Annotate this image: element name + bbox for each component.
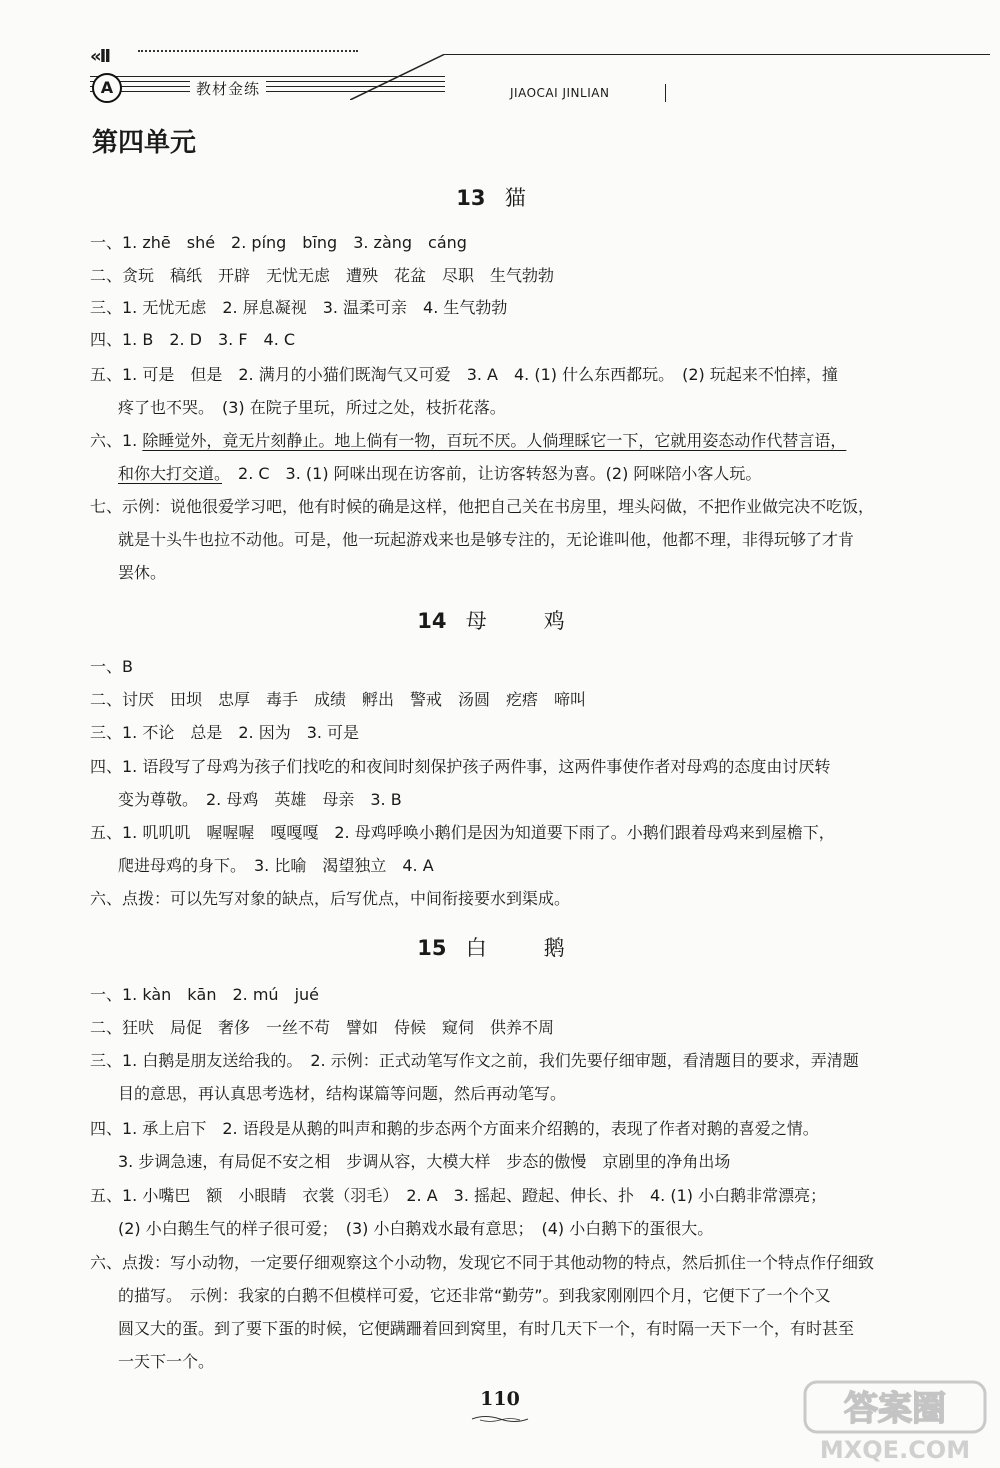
answer-line: 四、1. 承上启下 2. 语段是从鹅的叫声和鹅的步态两个方面来介绍鹅的，表现了作者对鹅的喜爱之情。 [90,1119,819,1138]
header-title: 教材金练 [190,78,266,99]
header-logo: A [92,73,122,103]
watermark-bottom: MXQE.COM [819,1436,971,1464]
lesson-name: 猫 [504,186,544,210]
header-diagonal-rule [350,54,450,100]
answer-line: 三、1. 不论 总是 2. 因为 3. 可是 [90,723,360,742]
answer-line: 目的意思，再认真思考选材，结构谋篇等问题，然后再动笔写。 [118,1084,567,1103]
underlined-quote: 除睡觉外，竟无片刻静止。地上倘有一物，百玩不厌。人倘理睬它一下，它就用姿态动作代替言语， [142,431,847,450]
answer-line: (2) 小白鹅生气的样子很可爱； (3) 小白鹅戏水最有意思； (4) 小白鹅下的蛋很大。 [118,1219,714,1238]
answer-line: 二、贪玩 稿纸 开辟 无忧无虑 遭殃 花盆 尽职 生气勃勃 [90,266,555,285]
lesson-number: 15 [417,936,447,960]
answer-line: 五、1. 叽叽叽 喔喔喔 嘎嘎嘎 2. 母鸡呼唤小鹅们是因为知道要下雨了。小鹅们跟着母鸡来到屋檐下， [90,823,835,842]
answer-line: 五、1. 可是 但是 2. 满月的小猫们既淘气又可爱 3. A 4. (1) 什么东西都玩。 (2) 玩起来不怕摔，撞 [90,365,838,384]
lesson-15-title [0,932,1000,962]
answer-line: 一、B [90,657,133,676]
answer-line: 一天下一个。 [118,1352,215,1371]
page-number: 110 [480,1388,520,1410]
lesson-number: 13 [456,186,486,210]
answer-line: 就是十头牛也拉不动他。可是，他一玩起游戏来也是够专注的，无论谁叫他，他都不理，非得玩够了才肯 [118,530,855,549]
answer-line: 五、1. 小嘴巴 额 小眼睛 衣裳（羽毛） 2. A 3. 摇起、蹬起、伸长、扑 4. (1) 小白鹅非常漂亮； [90,1186,827,1205]
watermark-top: 答案圈 [844,1389,946,1429]
header-top-rule [445,54,990,55]
answer-line: 爬进母鸡的身下。 3. 比喻 渴望独立 4. A [118,856,434,875]
answer-line: 三、1. 白鹅是朋友送给我的。 2. 示例：正式动笔写作文之前，我们先要仔细审题，看清题目的要求，弄清题 [90,1051,859,1070]
answer-line: 一、1. kàn kān 2. mú jué [90,985,320,1004]
answer-line: 罢休。 [118,563,167,582]
answer-line: 六、点拨：写小动物，一定要仔细观察这个小动物，发现它不同于其他动物的特点，然后抓住一个特点作仔细致 [90,1253,875,1272]
answer-line: 疼了也不哭。 (3) 在院子里玩，所过之处，枝折花落。 [118,398,506,417]
answer-line: 二、狂吠 局促 奢侈 一丝不苟 譬如 侍候 窥伺 供养不周 [90,1018,555,1037]
watermark [795,1380,995,1465]
unit-title: 第四单元 [92,128,197,158]
lesson-14-title [0,605,1000,635]
answer-line: 四、1. 语段写了母鸡为孩子们找吃的和夜间时刻保护孩子两件事，这两件事使作者对母鸡的态度由讨厌转 [90,757,831,776]
answer-prefix: 六、1. [90,431,143,450]
page-header [90,40,990,110]
header-dotted-rule [138,50,358,52]
answer-line [90,428,910,451]
answer-line: 七、示例：说他很爱学习吧，他有时候的确是这样，他把自己关在书房里，埋头闷做，不把作业做完决不吃饭， [90,497,875,516]
answer-line: 一、1. zhē shé 2. píng bīng 3. zàng cáng [90,233,467,252]
answer-line: 3. 步调急速，有局促不安之相 步调从容，大模大样 步态的傲慢 京剧里的净角出场 [118,1152,731,1171]
answer-line: 变为尊敬。 2. 母鸡 英雄 母亲 3. B [118,790,402,809]
answer-line: 圆又大的蛋。到了要下蛋的时候，它便蹒跚着回到窝里，有时几天下一个，有时隔一天下一个，有时甚至 [118,1319,855,1338]
answer-line [118,461,938,484]
answer-line: 的描写。 示例：我家的白鹅不但模样可爱，它还非常“勤劳”。到我家刚刚四个月，它便下了一个个又 [118,1286,831,1305]
lesson-name: 白 鹅 [465,936,583,960]
answer-line: 六、点拨：可以先写对象的缺点，后写优点，中间衔接要水到渠成。 [90,889,571,908]
page-ornament-icon [470,1414,530,1424]
lesson-name: 母 鸡 [465,609,583,633]
answer-line: 四、1. B 2. D 3. F 4. C [90,330,296,349]
header-subtitle: JIAOCAI JINLIAN [510,86,610,100]
underlined-quote: 和你大打交道。 [118,464,223,483]
lesson-13-title [0,182,1000,212]
answer-text: 2. C 3. (1) 阿咪出现在访客前，让访客转怒为喜。(2) 阿咪陪小客人玩。 [238,464,762,483]
answer-line: 二、讨厌 田坝 忠厚 毒手 成绩 孵出 警戒 汤圆 疙瘩 啼叫 [90,690,587,709]
header-bar [665,84,666,102]
answer-line: 三、1. 无忧无虑 2. 屏息凝视 3. 温柔可亲 4. 生气勃勃 [90,298,508,317]
lesson-number: 14 [417,609,447,633]
header-arrows: «II [90,46,110,67]
